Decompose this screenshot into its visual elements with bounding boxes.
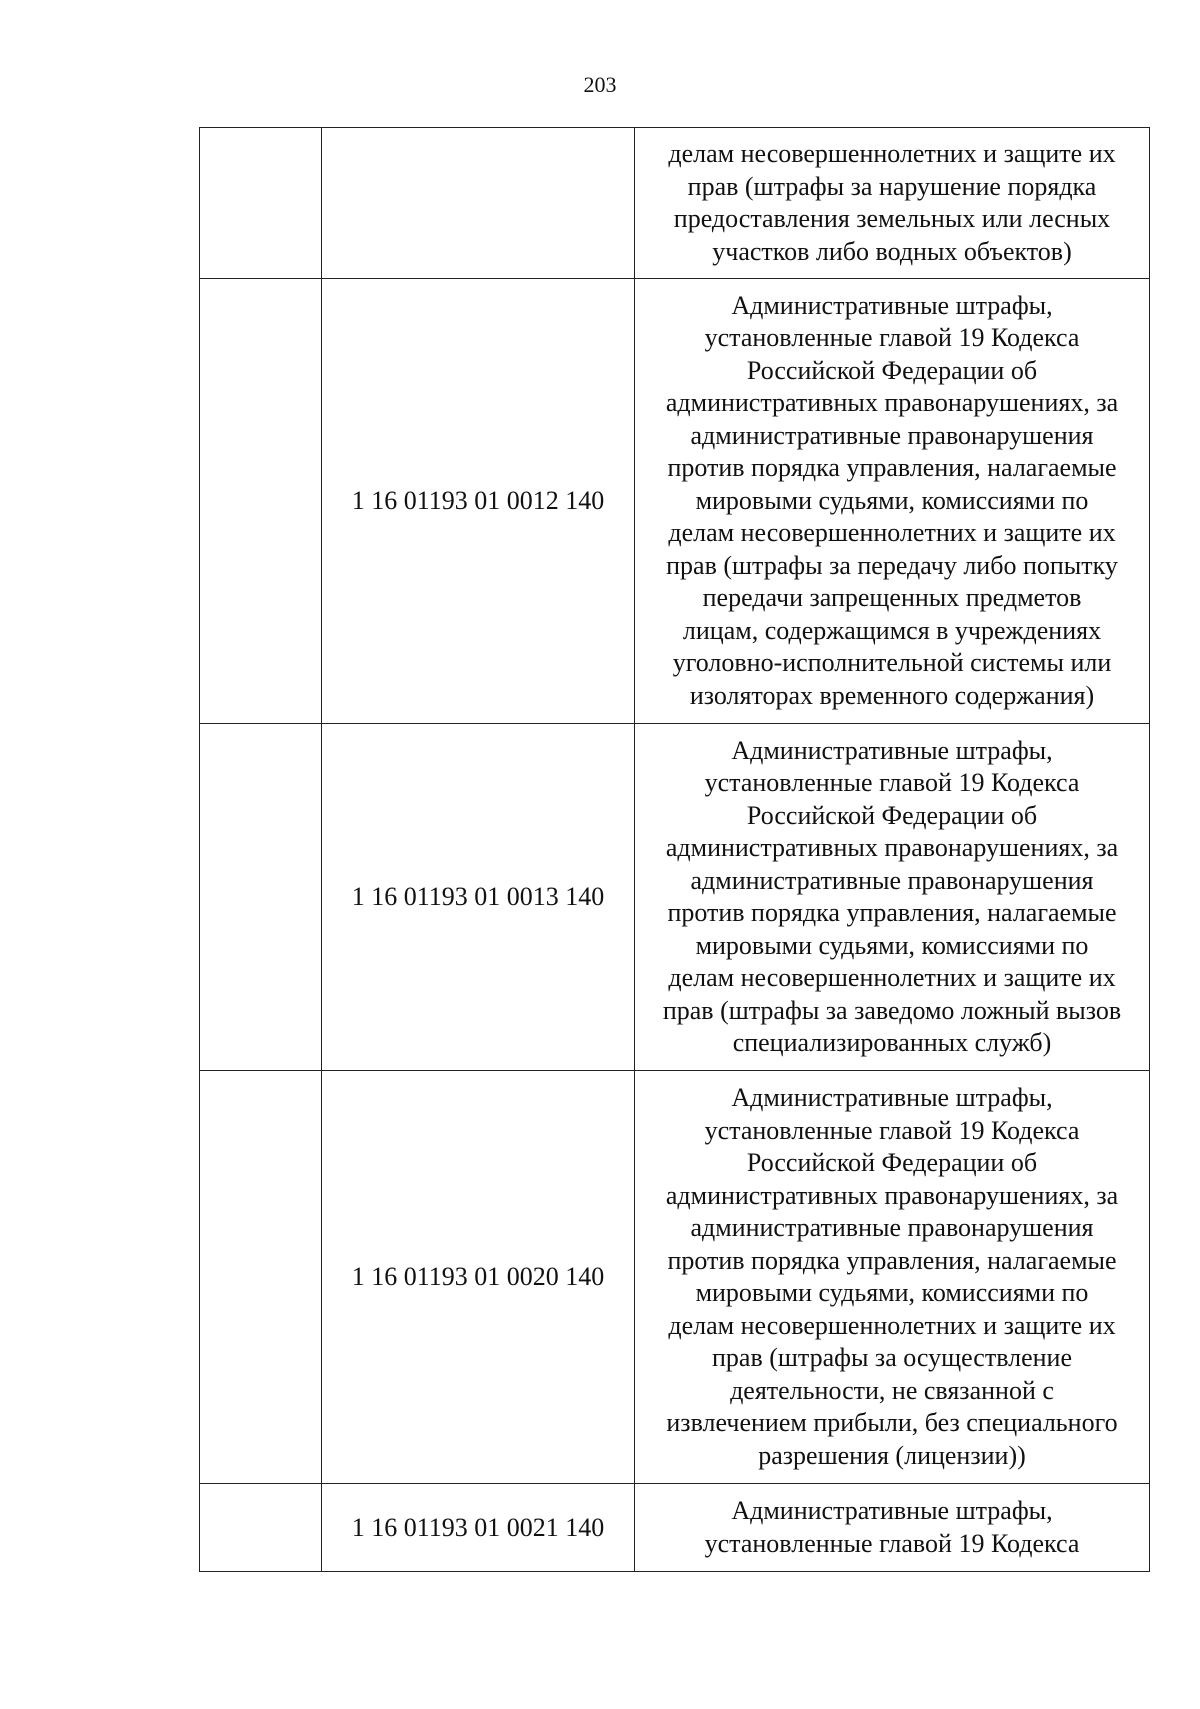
table-row	[200, 279, 1150, 724]
description-line: извлечением прибыли, без специального	[666, 1408, 1118, 1437]
page-number: 203	[583, 72, 617, 97]
description-line: разрешения (лицензии))	[758, 1440, 1026, 1470]
description-line: Российской Федерации об	[746, 355, 1038, 385]
description-line: против порядка управления, налагаемые	[667, 898, 1117, 927]
empty-cell	[200, 724, 322, 1071]
description-cell	[635, 724, 1150, 1071]
description-line: установленные главой 19 Кодекса	[704, 1115, 1080, 1145]
description-line: прав (штрафы за заведомо ложный вызов	[662, 995, 1122, 1025]
description-line: Российской Федерации об	[746, 800, 1038, 830]
table-row	[200, 1071, 1150, 1484]
empty-cell	[200, 279, 322, 724]
description-cell	[635, 1071, 1150, 1484]
description-line: Административные штрафы,	[731, 1083, 1053, 1112]
description-line: против порядка управления, налагаемые	[667, 1245, 1117, 1275]
description-line: специализированных служб)	[732, 1028, 1052, 1057]
description-line: уголовно-исполнительной системы или	[672, 648, 1112, 678]
description-line: мировыми судьями, комиссиями по	[695, 930, 1089, 960]
description-line: изоляторах временного содержания)	[689, 680, 1095, 710]
code-cell: 1 16 01193 01 0020 140	[322, 1071, 635, 1484]
description-line: административных правонарушениях, за	[665, 833, 1119, 862]
description-line: делам несовершеннолетних и защите их	[668, 963, 1116, 992]
description-line: мировыми судьями, комиссиями по	[695, 1278, 1089, 1307]
table-row	[200, 128, 1150, 279]
description-cell	[635, 1484, 1150, 1572]
description-line: прав (штрафы за нарушение порядка	[687, 171, 1097, 201]
empty-cell	[200, 128, 322, 279]
description-line: прав (штрафы за передачу либо попытку	[666, 550, 1118, 580]
description-line: делам несовершеннолетних и защите их	[668, 518, 1116, 548]
description-line: установленные главой 19 Кодекса	[704, 1528, 1080, 1558]
description-line: предоставления земельных или лесных	[673, 204, 1111, 233]
description-line: участков либо водных объектов)	[712, 236, 1072, 266]
code-cell	[322, 128, 635, 279]
description-line: мировыми судьями, комиссиями по	[695, 485, 1089, 515]
description-line: делам несовершеннолетних и защите их	[668, 1310, 1116, 1340]
description-line: установленные главой 19 Кодекса	[704, 323, 1080, 353]
description-line: административные правонарушения	[690, 865, 1094, 895]
code-cell: 1 16 01193 01 0012 140	[322, 279, 635, 724]
description-line: установленные главой 19 Кодекса	[704, 768, 1080, 797]
description-line: деятельности, не связанной с	[730, 1375, 1054, 1405]
description-line: прав (штрафы за осуществление	[711, 1343, 1073, 1372]
description-line: административных правонарушениях, за	[665, 1180, 1119, 1210]
empty-cell	[200, 1484, 322, 1572]
code-cell: 1 16 01193 01 0013 140	[322, 724, 635, 1071]
description-line: передачи запрещенных предметов	[702, 583, 1082, 613]
description-line: Административные штрафы,	[731, 735, 1053, 765]
description-line: Административные штрафы,	[731, 290, 1053, 320]
description-line: административные правонарушения	[690, 1213, 1094, 1242]
table-row	[200, 724, 1150, 1071]
budget-codes-table	[199, 127, 1150, 1572]
description-line: административных правонарушениях, за	[665, 388, 1119, 418]
description-line: Российской Федерации об	[746, 1148, 1038, 1177]
description-line: Административные штрафы,	[731, 1496, 1053, 1525]
table-body	[200, 128, 1150, 1572]
description-line: против порядка управления, налагаемые	[667, 453, 1117, 483]
table-row	[200, 1484, 1150, 1572]
description-line: делам несовершеннолетних и защите их	[668, 139, 1116, 168]
description-cell	[635, 128, 1150, 279]
description-line: административные правонарушения	[690, 420, 1094, 450]
empty-cell	[200, 1071, 322, 1484]
description-cell	[635, 279, 1150, 724]
code-cell: 1 16 01193 01 0021 140	[322, 1484, 635, 1572]
description-line: лицам, содержащимся в учреждениях	[682, 615, 1102, 645]
